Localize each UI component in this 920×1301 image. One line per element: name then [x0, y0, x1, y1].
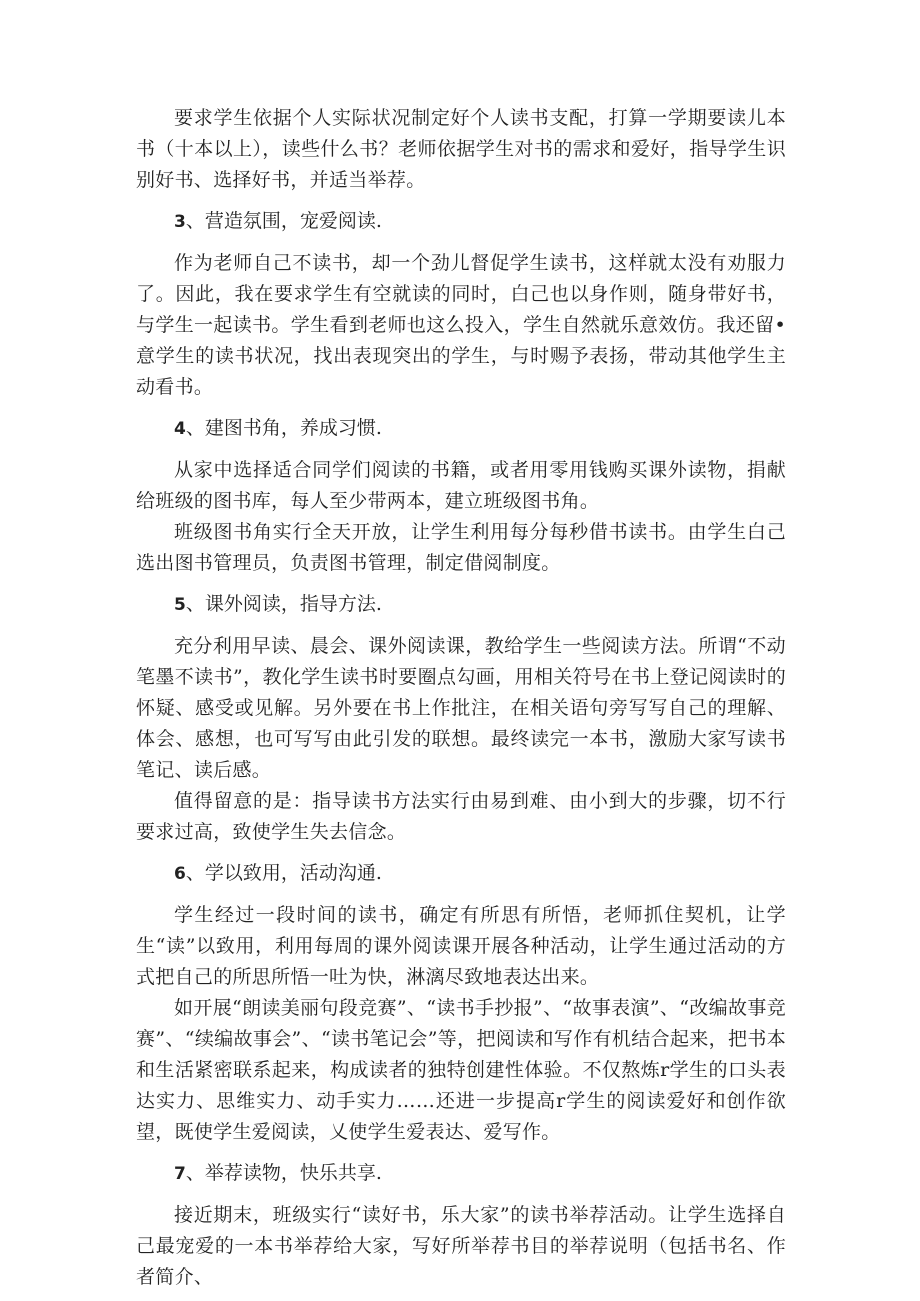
paragraph-reading-plan: 要求学生依据个人实际状况制定好个人读书支配，打算一学期要读儿本书（十本以上），读些什么书？老师依据学生对书的需求和爱好，指导学生识别好书、选择好书，并适当举荐。 [136, 107, 786, 191]
section-number: 7 [174, 1164, 186, 1184]
section-title: 、营造氛围，宠爱阅读. [185, 210, 382, 232]
section-title: 、课外阅读，指导方法. [185, 593, 382, 615]
paragraph-book-corner: 从家中选择适合同学们阅读的书籍，或者用零用钱购买课外读物，捐献给班级的图书库，每人至少带两本，建立班级图书角。 [136, 459, 786, 512]
section-title: 、举荐读物，快乐共享. [185, 1162, 382, 1184]
section-number: 5 [174, 595, 186, 615]
section-number: 4 [174, 419, 186, 439]
section-number: 6 [174, 864, 186, 884]
section-heading-4 [136, 413, 786, 445]
paragraph-atmosphere: 作为老师自己不读书，却一个劲儿督促学生读书，这样就太没有劝服力了。因此，我在要求学生有空就读的同时，白己也以身作则，随身带好书，与学生一起读书。学生看到老师也这么投入，学生自然就乐意效仿。我还留•意学生的读书状况，找出表现突出的学生，与时赐予表扬，带动其他学生主动看书。 [136, 252, 786, 398]
document-page [136, 103, 786, 1293]
section-heading-7 [136, 1158, 786, 1190]
section-heading-5 [136, 589, 786, 621]
paragraph-reading-methods: 充分利用早读、晨会、课外阅读课，教给学生一些阅读方法。所谓“不动笔墨不读书”，教化学生读书时要圈点勾画，用相关符号在书上登记阅读时的怀疑、感受或见解。另外要在书上作批注，在相关语句旁写写自己的理解、体会、感想，也可写写由此引发的联想。最终读完一本书，激励大家写读书笔记、读后感。 [136, 635, 786, 781]
paragraph-note: 值得留意的是：指导读书方法实行由易到难、由小到大的步骤，切不行要求过高，致使学生失去信念。 [136, 790, 786, 843]
section-heading-6 [136, 858, 786, 890]
section-heading-3 [136, 206, 786, 238]
section-title: 、学以致用，活动沟通. [185, 862, 382, 884]
section-number: 3 [174, 212, 186, 232]
paragraph-library-open: 班级图书角实行全天开放，让学生利用每分每秒借书读书。由学生白己选出图书管理员，负责图书管理，制定借阅制度。 [136, 521, 786, 574]
paragraph-apply-learning: 学生经过一段时间的读书，确定有所思有所悟，老师抓住契机，让学生“读”以致用，利用每周的课外阅读课开展各种活动，让学生通过活动的方式把自己的所思所悟一吐为快，淋漓尽致地表达出来。 [136, 904, 786, 988]
paragraph-recommend: 接近期末，班级实行“读好书，乐大家”的读书举荐活动。让学生选择自己最宠爱的一本书举荐给大家，写好所举荐书目的举荐说明（包括书名、作者简介、 [136, 1204, 786, 1288]
paragraph-activities: 如开展“朗读美丽句段竞赛”、“读书手抄报”、“故事表演”、“改编故事竞赛”、“续编故事会”、“读书笔记会”等，把阅读和写作有机结合起来，把书本和生活紧密联系起来，构成读者的独特创建性体验。不仅熬炼r学生的口头表达实力、思维实力、动手实力……还进一步提高r学生的阅读爱好和创作欲望，既使学生爱阅读，乂使学生爱表达、爱写作。 [136, 997, 786, 1143]
section-title: 、建图书角，养成习惯. [185, 417, 382, 439]
